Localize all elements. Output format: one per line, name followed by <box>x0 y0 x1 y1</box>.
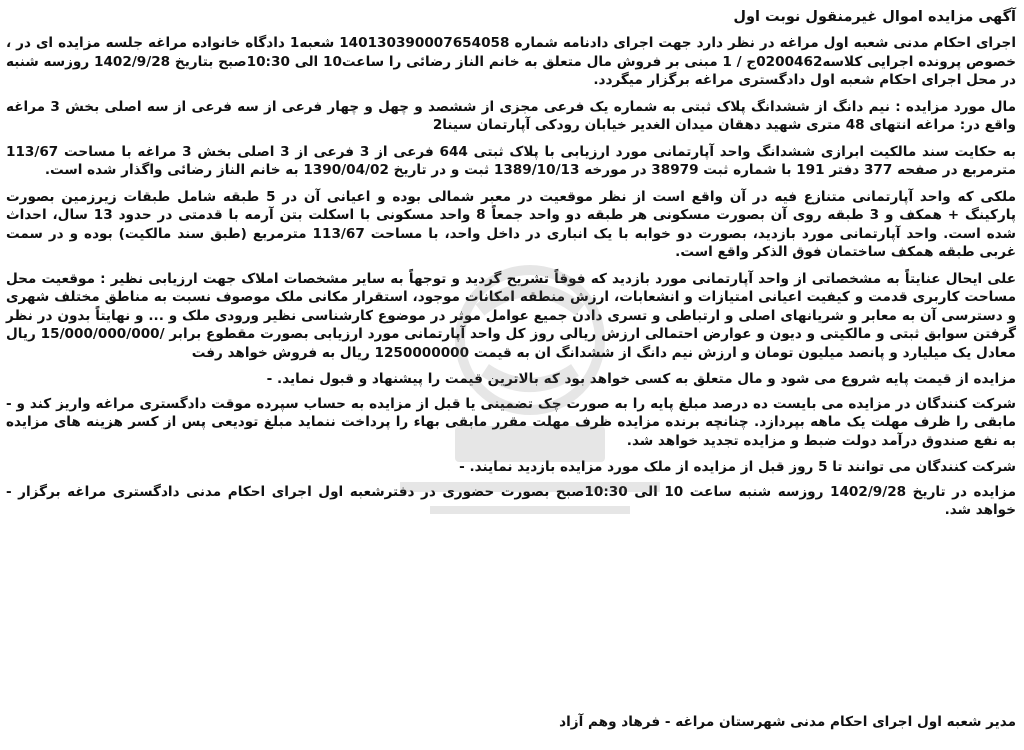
notice-paragraph-auction-date: مزایده در تاریخ 1402/9/28 روزسه شنبه ساعت 10 الی 10:30صبح بصورت حضوری در دفترشعبه اول اجرای احکام مدنی دادگستری مراغه برگزار - خواهد شد. <box>6 483 1017 518</box>
notice-title: آگهی مزایده اموال غیرمنقول نوبت اول <box>733 9 1016 25</box>
notice-paragraph-deposit: شرکت کنندگان در مزایده می بایست ده درصد مبلغ پایه را به صورت چک تضمینی یا قبل از مزایده به حساب سپرده موقت دادگستری مراغه واریز کند و - مابقی را ظرف مهلت یک ماهه بپردازد. چنانچه برنده مزایده ظرف مهلت مقرر مابقی بهاء را پرداخت ننماید مبلغ تودیعی پس از کسر هزینه های مزایده به نفع صندوق درآمد دولت ضبط و مزایده تجدید خواهد شد. <box>6 395 1016 449</box>
notice-paragraph-base-price: مزایده از قیمت پایه شروع می شود و مال متعلق به کسی خواهد بود که بالاترین قیمت را پیشنهاد و قبول نماید. - <box>266 371 1016 387</box>
notice-paragraph-building: ملکی که واحد آپارتمانی متنازع فیه در آن واقع است از نظر موقعیت در معبر شمالی بوده و اعیانی آن در 5 طبقه شامل طبقات زیرزمین بصورت پارکینگ + همکف و 3 طبقه روی آن بصورت مسکونی هر طبقه دو واحد جمعاً 8 واحد مسکونی با اسکلت بتن آرمه با قدمتی در حدود 13 سال، احداث شده است. واحد آپارتمانی مورد بازدید، بصورت دو خوابه با یک انباری در داخل واحد، با مساحت 113/67 مترمربع (طبق سند مالکیت) بوده و در سمت غربی طبقه همکف ساختمان فوق الذکر واقع است. <box>6 188 1016 260</box>
notice-paragraph-visit: شرکت کنندگان می توانند تا 5 روز قبل از مزایده از ملک مورد مزایده بازدید نمایند. - <box>459 459 1016 475</box>
notice-paragraph-deed: به حکایت سند مالکیت ابرازی ششدانگ واحد آپارتمانی مورد ارزیابی با پلاک ثبتی 644 فرعی از 3 فرعی از 3 اصلی بخش 3 مراغه با مساحت 113/67 مترمربع در صفحه 377 دفتر 191 با شماره ثبت 38979 در مورخه 1389/10/13 ثبت و در تاریخ 1390/04/02 به خانم الناز رضائی واگذار شده است. <box>6 143 1016 178</box>
notice-paragraph-valuation: علی ایحال عنایتاً به مشخصاتی از واحد آپارتمانی مورد بازدید که فوقاً تشریح گردید و توجهاً به سایر مشخصات املاک جهت ارزیابی نظیر : موقعیت محل مساحت کاربری قدمت و کیفیت اعیانی امتیازات و انشعابات، ارزش منطقه امکانات موجود، استقرار مکانی ملک موصوف نسبت به مناطق مختلف شهری و دسترسی آن به معابر و شریانهای اصلی و ارتباطی و تسری دادن جمیع عوامل موثر در موضوع کارشناسی نظیر ورودی ملک و ... و نهایتاً بدون در نظر گرفتن سوابق ثبتی و مالکیتی و دیون و عوارض احتمالی ارزش ریالی روز کل واحد آپارتمانی مورد ارزیابی بصورت مقطوع برابر /15/000/000/000 ریال معادل یک میلیارد و پانصد میلیون تومان و ارزش نیم دانگ از ششدانگ ان به قیمت 1250000000 ریال به فروش خواهد رفت <box>6 270 1017 361</box>
notice-paragraph-property: مال مورد مزایده : نیم دانگ از ششدانگ پلاک ثبتی به شماره یک فرعی مجزی از ششصد و چهل و چهار فرعی از سه فرعی از سه اصلی بخش 3 مراغه واقع در: مراغه انتهای 48 متری شهید دهقان میدان الغدیر خیابان رودکی آپارتمان سینا2 <box>6 98 1017 133</box>
notice-paragraph-intro: اجرای احکام مدنی شعبه اول مراغه در نظر دارد جهت اجرای دادنامه شماره 140130390007654058 شعبه1 دادگاه خانواده مراغه جلسه مزایده ای در ، خصوص پرونده اجرایی کلاسه0200462ج / 1 مبنی بر فروش مال متعلق به خانم الناز رضائی را ساعت10 الی 10:30صبح بتاریخ 1402/9/28 روزسه شنبه در محل اجرای احکام شعبه اول دادگستری مراغه برگزار میگردد. <box>6 35 1016 88</box>
notice-signature: مدیر شعبه اول اجرای احکام مدنی شهرستان مراغه - فرهاد وهم آزاد <box>559 714 1016 730</box>
